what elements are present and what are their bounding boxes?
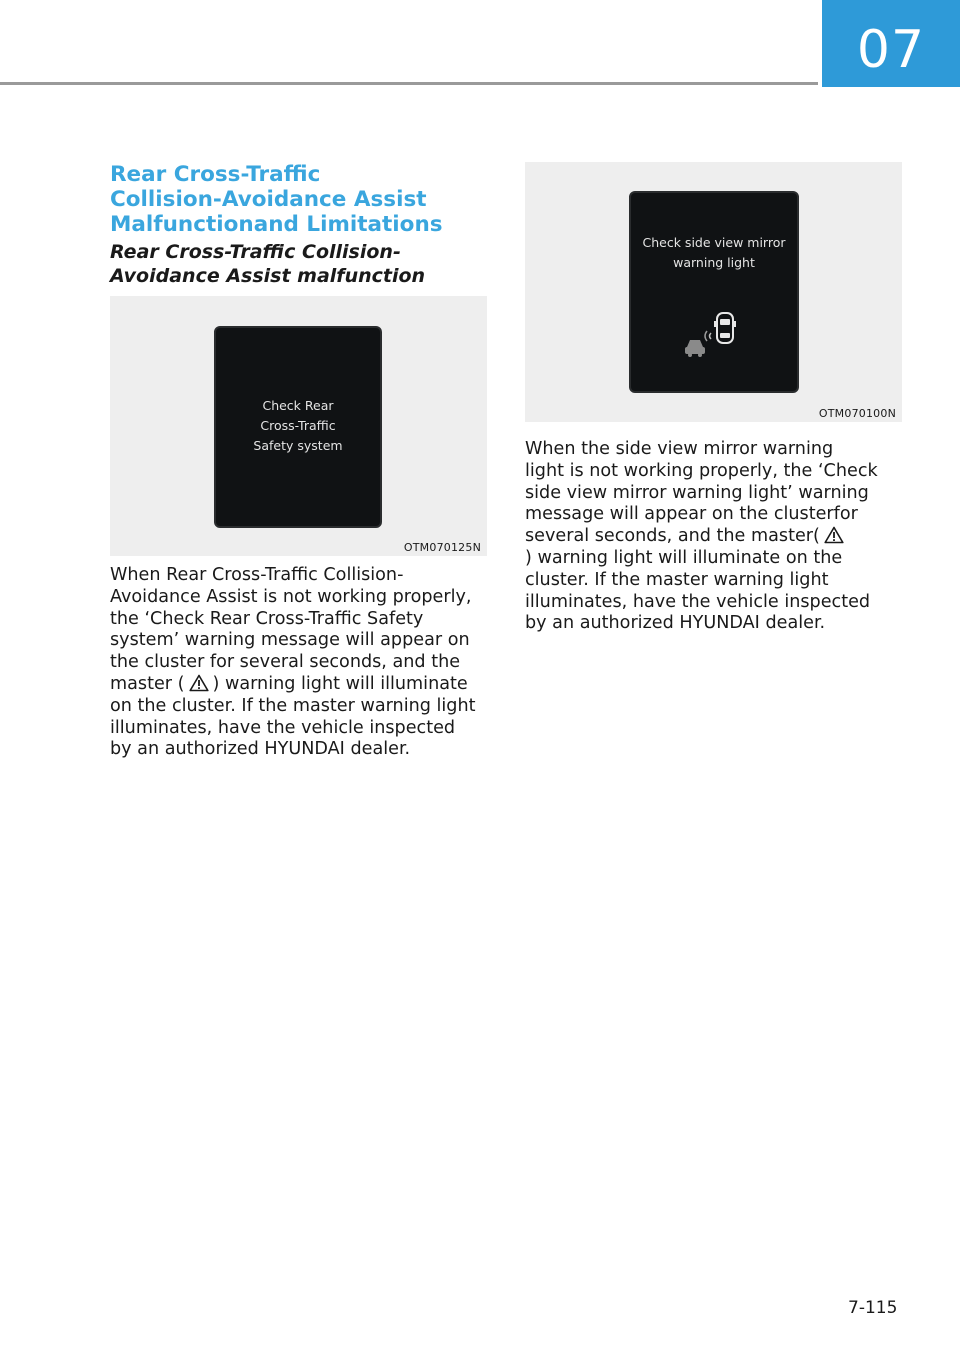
paragraph-line: system’ warning message will appear on (110, 630, 470, 651)
subsection-title (110, 240, 487, 288)
paragraph-line: the cluster for several seconds, and the (110, 652, 461, 673)
paragraph-rcca-malfunction (110, 565, 490, 761)
cluster-message (216, 396, 380, 456)
paragraph-line: Avoidance Assist is not working properly, (110, 586, 472, 607)
cluster-display (214, 326, 382, 528)
car-sensor-icon (683, 307, 753, 367)
figure-caption: OTM070100N (818, 407, 896, 420)
chapter-number: 07 (856, 20, 926, 80)
paragraph-line: light is not working properly, the ‘Check (525, 460, 878, 481)
paragraph-text: ) warning light will illuminate (212, 673, 468, 694)
paragraph-line-with-icon (110, 674, 490, 696)
paragraph-line: on the cluster. If the master warning light (110, 695, 476, 716)
page-number: 7-115 (848, 1298, 898, 1318)
paragraph-line: the ‘Check Rear Cross-Traffic Safety (110, 608, 424, 629)
warning-triangle-icon (824, 526, 844, 544)
paragraph-line: When Rear Cross-Traffic Collision- (110, 565, 404, 585)
cluster-message-line: Cross-Traffic (260, 418, 336, 433)
cluster-display (629, 191, 799, 393)
subsection-title-line: Rear Cross-Traffic Collision- (110, 241, 401, 263)
paragraph-mirror-warning (525, 439, 905, 635)
paragraph-line: ) warning light will illuminate on the (525, 547, 843, 568)
cluster-message-line: Check side view mirror (642, 235, 786, 250)
header-rule (0, 82, 818, 85)
paragraph-line: side view mirror warning light’ warning (525, 482, 869, 503)
paragraph-line-with-icon (525, 526, 905, 548)
paragraph-text: several seconds, and the master( (525, 526, 820, 547)
cluster-message (631, 233, 797, 273)
cluster-message-line: Safety system (253, 438, 343, 453)
paragraph-line: illuminates, have the vehicle inspected (525, 591, 871, 612)
paragraph-line: message will appear on the clusterfor (525, 504, 858, 525)
paragraph-text: master ( (110, 673, 185, 694)
section-title-line: Malfunctionand Limitations (110, 212, 443, 237)
figure-caption: OTM070125N (403, 541, 481, 554)
subsection-title-line: Avoidance Assist malfunction (110, 265, 426, 287)
section-title-line: Collision-Avoidance Assist (110, 187, 427, 212)
paragraph-line: cluster. If the master warning light (525, 569, 829, 590)
figure-cluster-rcca (110, 296, 487, 556)
paragraph-line: by an authorized HYUNDAI dealer. (110, 739, 411, 760)
section-title (110, 162, 487, 237)
paragraph-line: by an authorized HYUNDAI dealer. (525, 613, 826, 634)
paragraph-line: When the side view mirror warning (525, 439, 834, 459)
cluster-message-line: warning light (673, 255, 755, 270)
figure-cluster-mirror (525, 162, 902, 422)
section-title-line: Rear Cross-Traffic (110, 162, 321, 187)
cluster-message-line: Check Rear (262, 398, 334, 413)
paragraph-line: illuminates, have the vehicle inspected (110, 717, 456, 738)
warning-triangle-icon (189, 674, 209, 692)
chapter-tab (822, 0, 960, 87)
